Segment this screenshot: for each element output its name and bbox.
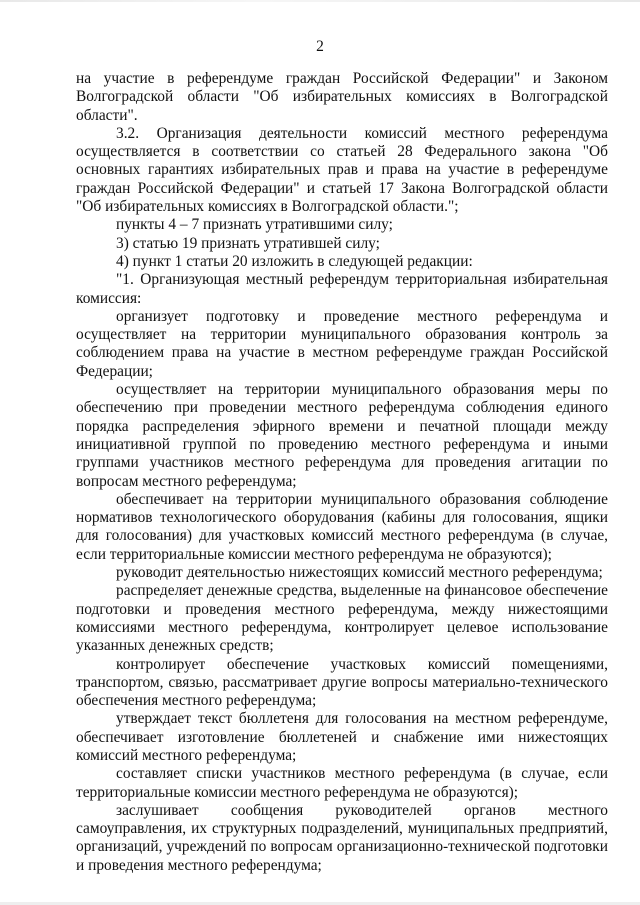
paragraph-points-4-7: пункты 4 – 7 признать утратившими силу; xyxy=(116,216,393,234)
paragraph-item-4: 4) пункт 1 статьи 20 изложить в следующей редакции: xyxy=(116,252,473,270)
paragraph-continuation: на участие в референдуме граждан Российской Федерации" и Законом Волгоградской области "Об избирательных комиссиях в Волгоградской области". xyxy=(76,70,608,124)
paragraph-ensures-equipment: обеспечивает на территории муниципального образования соблюдение нормативов технологического оборудования (кабины для голосования, ящики для голосования) для участковых комиссий местного референдума (в случае, если территориальные комиссии местного референдума не образуются); xyxy=(76,490,608,563)
paragraph-new-point-1: "1. Организующая местный референдум территориальная избирательная комиссия: xyxy=(76,271,608,307)
page-number: 2 xyxy=(316,38,324,55)
document-body xyxy=(76,70,608,875)
paragraph-approves-ballot: утверждает текст бюллетеня для голосования на местном референдуме, обеспечивает изготовление бюллетеней и снабжение ими нижестоящих комиссий местного референдума; xyxy=(76,710,608,764)
paragraph-compiles-lists: составляет списки участников местного референдума (в случае, если территориальные комиссии местного референдума не образуются); xyxy=(76,765,608,801)
paragraph-controls-provision: контролирует обеспечение участковых комиссий помещениями, транспортом, связью, рассматривает другие вопросы материально-технического обеспечения местного референдума; xyxy=(76,655,608,710)
paragraph-distributes-funds: распределяет денежные средства, выделенные на финансовое обеспечение подготовки и проведения местного референдума, между нижестоящими комиссиями местного референдума, контролирует целевое использование указанных денежных средств; xyxy=(76,582,608,655)
paragraph-hears-reports: заслушивает сообщения руководителей органов местного самоуправления, их структурных подразделений, муниципальных предприятий, организаций, учреждений по вопросам организационно-технической подготовки и проведения местного референдума; xyxy=(76,801,608,874)
paragraph-implements-measures: осуществляет на территории муниципального образования меры по обеспечению при проведении местного референдума соблюдения единого порядка распределения эфирного времени и печатной площади между инициативной группой по проведению местного референдума и иными группами участников местного референдума для проведения агитации по вопросам местного референдума; xyxy=(76,381,608,490)
paragraph-directs: руководит деятельностью нижестоящих комиссий местного референдума; xyxy=(116,564,603,582)
paragraph-3-2: 3.2. Организация деятельности комиссий местного референдума осуществляется в соответствии со статьей 28 Федерального закона "Об основных гарантиях избирательных прав и права на участие в референдуме граждан Российской Федерации" и статьей 17 Закона Волгоградской области "Об избирательных комиссиях в Волгоградской области."; xyxy=(76,124,608,216)
paragraph-organizes: организует подготовку и проведение местного референдума и осуществляет на территории муниципального образования контроль за соблюдением права на участие в местном референдуме граждан Российской Федерации; xyxy=(76,307,608,380)
paragraph-item-3: 3) статью 19 признать утратившей силу; xyxy=(116,234,380,252)
scan-edge-top xyxy=(0,0,640,2)
